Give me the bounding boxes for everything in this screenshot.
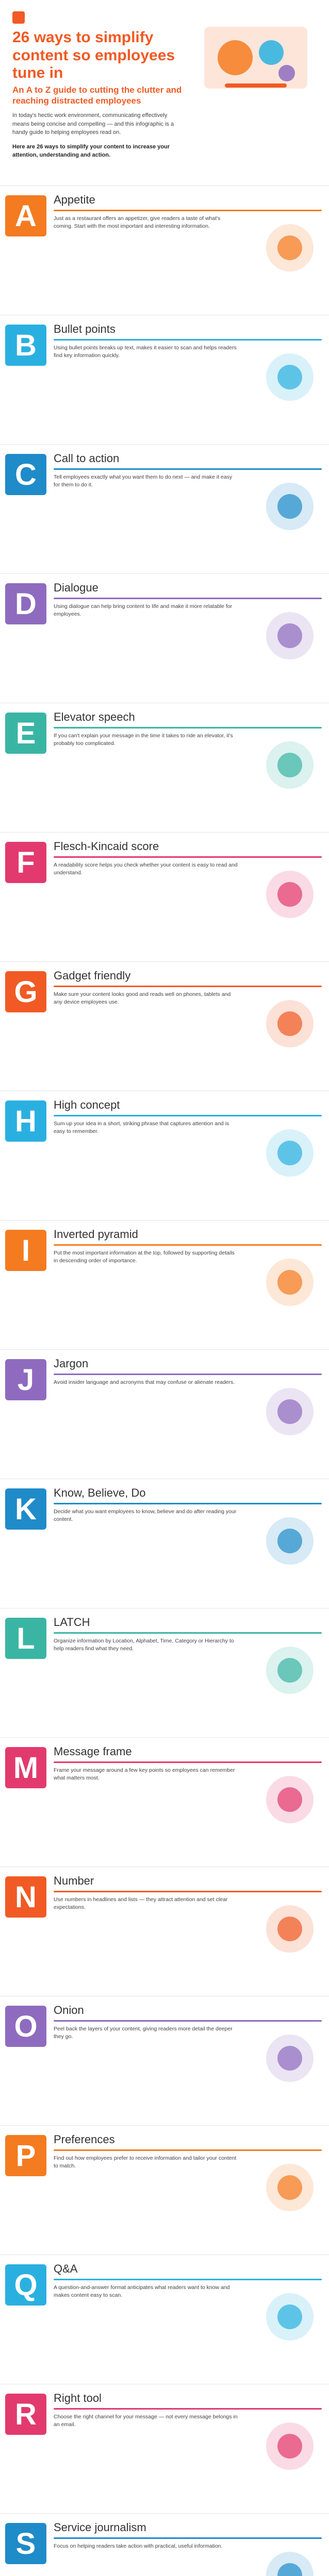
section-title: LATCH: [54, 1616, 90, 1629]
page-subtitle: An A to Z guide to cutting the clutter and reaching distracted employees: [12, 84, 182, 106]
section-divider: [54, 1503, 322, 1504]
section-body: [54, 2155, 239, 2173]
section-k: [0, 1479, 329, 1608]
section-body: [54, 732, 239, 750]
section-body: [54, 1767, 239, 1785]
section-body: [54, 861, 239, 879]
section-divider: [54, 1761, 322, 1763]
section-title: Flesch-Kincaid score: [54, 840, 159, 853]
section-text: Peel back the layers of your content, giving readers more detail the deeper they go.: [54, 2026, 233, 2040]
section-divider: [54, 2408, 322, 2410]
section-divider: [54, 468, 322, 470]
letter-tile: I: [5, 1230, 46, 1271]
section-d: [0, 573, 329, 703]
section-title: Right tool: [54, 2392, 102, 2404]
section-q: [0, 2255, 329, 2384]
section-body: [54, 2543, 239, 2553]
section-text: Find out how employees prefer to receive information and tailor your content to match.: [54, 2155, 237, 2170]
section-illustration: [259, 2545, 321, 2576]
section-body: [54, 1508, 239, 1526]
section-title: High concept: [54, 1098, 120, 1111]
section-l: [0, 1608, 329, 1737]
section-body: [54, 991, 239, 1009]
lead-text: Here are 26 ways to simplify your content to increase your attention, understanding and action.: [12, 143, 170, 158]
section-divider: [54, 2149, 322, 2151]
letter-tile: B: [5, 325, 46, 366]
letter-tile: K: [5, 1488, 46, 1530]
letter-tile: F: [5, 842, 46, 883]
section-body: [54, 2413, 239, 2431]
intro-text: In today's hectic work environment, communicating effectively means being concise and compelling — and this infographic is a handy guide to helping employees read on.: [12, 112, 174, 135]
section-body: [54, 1896, 239, 1914]
section-body: [54, 2284, 239, 2302]
section-divider: [54, 2537, 322, 2539]
letter-tile: P: [5, 2135, 46, 2176]
section-illustration: [259, 346, 321, 408]
section-title: Preferences: [54, 2133, 115, 2146]
section-body: [54, 215, 239, 233]
section-title: Jargon: [54, 1357, 89, 1370]
section-title: Q&A: [54, 2262, 78, 2275]
section-text: Tell employees exactly what you want them to do next — and make it easy for them to do it.: [54, 474, 233, 488]
section-text: Choose the right channel for your message — not every message belongs in an email.: [54, 2414, 238, 2428]
section-illustration: [259, 2415, 321, 2477]
section-r: [0, 2384, 329, 2513]
section-body: [54, 1637, 239, 1655]
section-illustration: [259, 1639, 321, 1701]
section-n: [0, 1867, 329, 1996]
section-p: [0, 2125, 329, 2255]
section-title: Message frame: [54, 1745, 132, 1758]
letter-tile: L: [5, 1618, 46, 1659]
letter-tile: H: [5, 1100, 46, 1142]
section-text: If you can't explain your message in the time it takes to ride an elevator, it's probably too complicated.: [54, 733, 233, 747]
letter-tile: C: [5, 454, 46, 495]
section-g: [0, 961, 329, 1091]
section-illustration: [259, 1122, 321, 1184]
section-text: Put the most important information at the top, followed by supporting details in descending order of importance.: [54, 1250, 235, 1264]
section-illustration: [259, 993, 321, 1055]
letter-tile: J: [5, 1359, 46, 1400]
section-divider: [54, 2020, 322, 2022]
section-body: [54, 603, 239, 621]
section-divider: [54, 1891, 322, 1892]
section-illustration: [259, 1898, 321, 1960]
section-body: [54, 344, 239, 362]
section-text: Sum up your idea in a short, striking phrase that captures attention and is easy to remember.: [54, 1121, 229, 1135]
section-text: Just as a restaurant offers an appetizer, give readers a taste of what's coming. Start with the most important and interesting information.: [54, 215, 221, 230]
section-divider: [54, 339, 322, 341]
section-text: Organize information by Location, Alphabet, Time, Category or Hierarchy to help readers find what they need.: [54, 1638, 234, 1652]
section-c: [0, 444, 329, 573]
section-body: [54, 1249, 239, 1267]
header-illustration: [194, 11, 318, 104]
section-title: Number: [54, 1874, 94, 1887]
section-s: [0, 2513, 329, 2576]
letter-tile: M: [5, 1747, 46, 1788]
section-title: Inverted pyramid: [54, 1228, 138, 1241]
section-body: [54, 473, 239, 492]
section-illustration: [259, 476, 321, 537]
section-i: [0, 1220, 329, 1349]
section-e: [0, 703, 329, 832]
page-title: 26 ways to simplify content so employees tune in: [12, 29, 175, 81]
section-b: [0, 315, 329, 444]
section-title: Onion: [54, 2004, 84, 2016]
section-text: Make sure your content looks good and reads well on phones, tablets and any device employees use.: [54, 991, 231, 1006]
section-illustration: [259, 1381, 321, 1443]
section-j: [0, 1349, 329, 1479]
section-divider: [54, 727, 322, 728]
section-illustration: [259, 605, 321, 667]
section-divider: [54, 1115, 322, 1116]
section-illustration: [259, 1510, 321, 1572]
section-h: [0, 1091, 329, 1220]
letter-tile: N: [5, 1876, 46, 1918]
section-illustration: [259, 1769, 321, 1831]
section-divider: [54, 598, 322, 599]
section-body: [54, 2025, 239, 2043]
section-divider: [54, 1244, 322, 1246]
section-title: Service journalism: [54, 2521, 146, 2534]
letter-tile: D: [5, 583, 46, 624]
header: [0, 0, 329, 185]
sections-list: [0, 185, 329, 2576]
letter-tile: S: [5, 2523, 46, 2564]
letter-tile: E: [5, 713, 46, 754]
section-divider: [54, 1374, 322, 1375]
section-illustration: [259, 2157, 321, 2218]
section-illustration: [259, 217, 321, 279]
section-divider: [54, 2279, 322, 2280]
section-text: Frame your message around a few key points so employees can remember what matters most.: [54, 1767, 235, 1782]
section-text: Avoid insider language and acronyms that may confuse or alienate readers.: [54, 1379, 235, 1385]
letter-tile: R: [5, 2394, 46, 2435]
section-text: A readability score helps you check whether your content is easy to read and understand.: [54, 862, 238, 876]
letter-tile: O: [5, 2006, 46, 2047]
section-title: Appetite: [54, 193, 95, 206]
letter-tile: Q: [5, 2264, 46, 2306]
section-text: Decide what you want employees to know, believe and do after reading your content.: [54, 1509, 237, 1523]
section-body: [54, 1120, 239, 1138]
section-title: Gadget friendly: [54, 969, 131, 982]
brand-mark: [12, 11, 25, 24]
section-title: Dialogue: [54, 581, 98, 594]
section-o: [0, 1996, 329, 2125]
section-text: Using dialogue can help bring content to life and make it more relatable for employees.: [54, 603, 233, 618]
section-divider: [54, 986, 322, 987]
section-text: Focus on helping readers take action with practical, useful information.: [54, 2543, 223, 2549]
section-title: Elevator speech: [54, 710, 135, 723]
section-illustration: [259, 2286, 321, 2348]
section-text: Using bullet points breaks up text, makes it easier to scan and helps readers find key information quickly.: [54, 345, 237, 359]
section-divider: [54, 856, 322, 858]
section-title: Know, Believe, Do: [54, 1486, 146, 1499]
section-illustration: [259, 1251, 321, 1313]
section-m: [0, 1737, 329, 1867]
section-body: [54, 1379, 239, 1389]
letter-tile: G: [5, 971, 46, 1012]
section-illustration: [259, 863, 321, 925]
section-illustration: [259, 734, 321, 796]
section-text: Use numbers in headlines and lists — they attract attention and set clear expectations.: [54, 1896, 228, 1911]
section-text: A question-and-answer format anticipates what readers want to know and makes content easy to scan.: [54, 2284, 230, 2299]
letter-tile: A: [5, 195, 46, 236]
section-f: [0, 832, 329, 961]
section-title: Bullet points: [54, 323, 116, 335]
section-a: [0, 185, 329, 315]
section-divider: [54, 210, 322, 211]
section-illustration: [259, 2027, 321, 2089]
section-title: Call to action: [54, 452, 120, 465]
section-divider: [54, 1632, 322, 1634]
